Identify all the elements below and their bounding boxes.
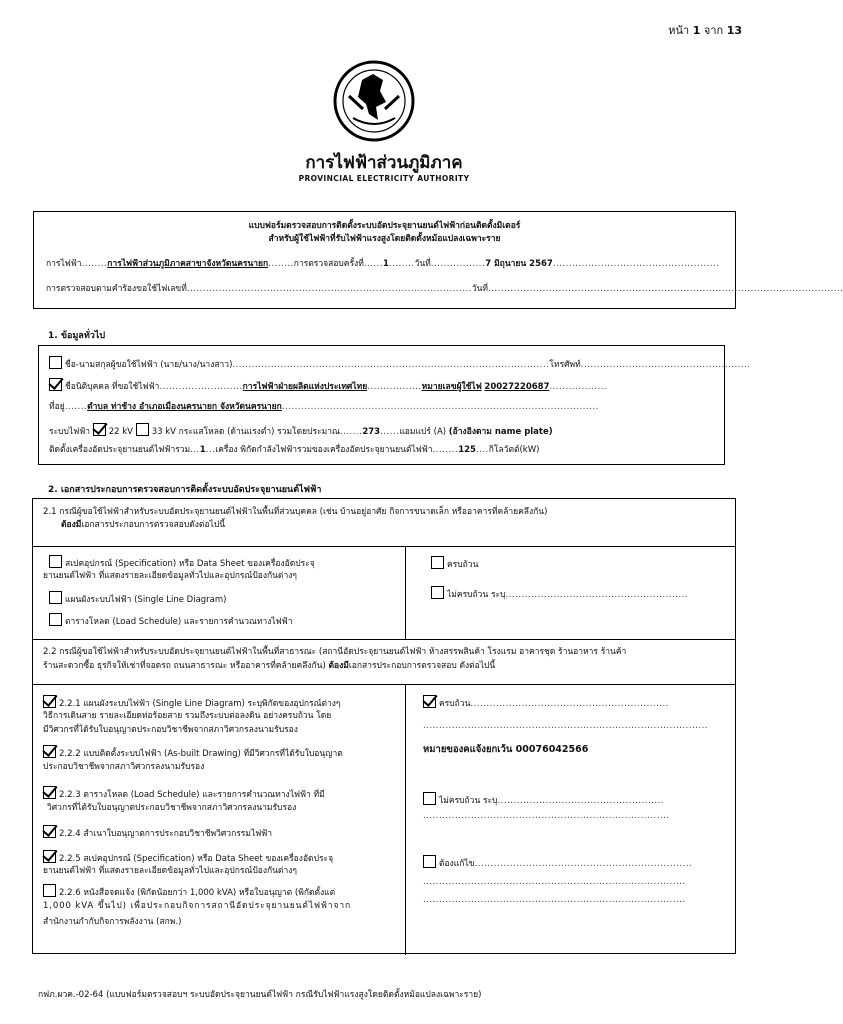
- pea-seal-logo-icon: [333, 60, 415, 142]
- i223: 2.2.3 ตารางโหลด (Load Schedule) และรายการคำนวณทางไฟฟ้า ที่มี: [43, 786, 325, 801]
- i221-cont1: วิธีการเดินสาย รายละเอียดท่อร้อยสาย รวมถึงระบบต่อลงดิน อย่างครบถ้วน โดย: [43, 711, 332, 721]
- section2-title: 2. เอกสารประกอบการตรวจสอบการติดตั้งระบบอัดประจุยานยนต์ไฟฟ้า: [48, 485, 322, 495]
- install-row: ติดตั้งเครื่องอัดประจุยานยนต์ไฟฟ้ารวม...1...เครื่อง พิกัดกำลังไฟฟ้ารวมของเครื่องอัดประจุยานยนต์ไฟฟ้า........125....กิโลวัตต์(kW): [49, 445, 540, 455]
- s21-item1: สเปคอุปกรณ์ (Specification) หรือ Data Sheet ของเครื่องอัดประจุ: [49, 555, 315, 570]
- section1-box: [38, 345, 751, 465]
- i222: 2.2.2 แบบติดตั้งระบบไฟฟ้า (As-built Drawing) ที่มีวิศวกรที่ได้รับใบอนุญาต: [43, 745, 343, 760]
- s21-item3: ตารางโหลด (Load Schedule) และรายการคำนวณทางไฟฟ้า: [49, 613, 292, 628]
- i226: 2.2.6 หนังสือจดแจ้ง (พิกัดน้อยกว่า 1,000 kVA) หรือใบอนุญาต (พิกัดตั้งแต่: [43, 884, 335, 899]
- kv22-checkbox[interactable]: [93, 423, 106, 436]
- i226-checkbox[interactable]: [43, 884, 56, 897]
- i221-checkbox[interactable]: [43, 695, 56, 708]
- i221: 2.2.1 แผนผังระบบไฟฟ้า (Single Line Diagram) ระบุพิกัดของอุปกรณ์ต่างๆ: [43, 695, 340, 710]
- i222-cont: ประกอบวิชาชีพจากสภาวิศวกรลงนามรับรอง: [43, 762, 205, 772]
- i222-checkbox[interactable]: [43, 745, 56, 758]
- s21-item2: แผนผังระบบไฟฟ้า (Single Line Diagram): [49, 591, 226, 606]
- s21-item1-cont: ยานยนต์ไฟฟ้า ที่แสดงรายละเอียดข้อมูลทั่วไปและอุปกรณ์ป้องกันต่างๆ: [43, 571, 297, 581]
- i225-cont: ยานยนต์ไฟฟ้า ที่แสดงรายละเอียดข้อมูลทั่วไปและอุปกรณ์ป้องกันต่างๆ: [43, 866, 297, 876]
- form-footer: กฟภ.ผวค.-02-64 (แบบฟอร์มตรวจสอบฯ ระบบอัดประจุยานยนต์ไฟฟ้า กรณีรับไฟฟ้าแรงสูงโดยติดตั้งหม้อแปลงเฉพาะราย): [38, 990, 482, 1000]
- juristic-name: การไฟฟ้าฝ่ายผลิตแห่งประเทศไทย: [242, 382, 368, 392]
- section2-box: 2.1 กรณีผู้ขอใช้ไฟฟ้าสำหรับระบบอัดประจุยานยนต์ไฟฟ้าในพื้นที่ส่วนบุคคล (เช่น บ้านอยู่อาศัย กิจการขนาดเล็ก หรืออาคารที่คล้ายคลึงกัน) ต้องมีเอกสารประกอบการตรวจสอบดังต่อไปนี้ สเปคอุปกรณ์ (Specification) หรือ Data Sheet ของเครื่องอัดประจุ ยานยนต์ไฟฟ้า ที่แสดงรายละเอียดข้อมูลทั่วไปและอุปกรณ์ป้องกันต่างๆ แผนผังระบบไฟฟ้า (Single Line Diagram) ตารางโหลด (Load Schedule) และรายการคำนวณทางไฟฟ้า ครบถ้วน ไม่ครบถ้วน ระบุ......................................................... 2.2 กรณีผู้ขอใช้ไฟฟ้าสำหรับระบบอัดประจุยานยนต์ไฟฟ้าในพื้นที่สาธารณะ (สถานีอัดประจุยานยนต์ไฟฟ้า ห้างสรรพสินค้า โรงแรม อาคารชุด ร้านอาหาร ร้านค้า ร้านสะดวกซื้อ ธุรกิจให้เช่าที่จอดรถ ถนนสาธารณะ หรืออาคารที่คล้ายคลึงกัน) ต้องมีเอกสารประกอบการตรวจสอบ ดังต่อไปนี้ 2.2.1 แผนผังระบบไฟฟ้า (Single Line Diagram) ระบุพิกัดของอุปกรณ์ต่างๆ วิธีการเดินสาย รายละเอียดท่อร้อยสาย รวมถึงระบบต่อลงดิน อย่างครบถ้วน โดย มีวิศวกรที่ได้รับใบอนุญาตประกอบวิชาชีพจากสภาวิศวกรลงนามรับรอง 2.2.2 แบบติดตั้งระบบไฟฟ้า (As-built Drawing) ที่มีวิศวกรที่ได้รับใบอนุญาต ประกอบวิชาชีพจากสภาวิศวกรลงนามรับรอง 2.2.3 ตารางโหลด (Load Schedule) และรายการคำนวณทางไฟฟ้า ที่มี วิศวกรที่ได้รับใบอนุญาตประกอบวิชาชีพจากสภาวิศวกรลงนามรับรอง 2.2.4 สำเนาใบอนุญาตการประกอบวิชาชีพวิศวกรรมไฟฟ้า 2.2.5 สเปคอุปกรณ์ (Specification) หรือ Data Sheet ของเครื่องอัดประจุ ยานยนต์ไฟฟ้า ที่แสดงรายละเอียดข้อมูลทั่วไปและอุปกรณ์ป้องกันต่างๆ 2.2.6 หนังสือจดแจ้ง (พิกัดน้อยกว่า 1,000 kVA) หรือใบอนุญาต (พิกัดตั้งแต่ 1,000 kVA ขึ้นไป) เพื่อประกอบกิจการสถานีอัดประจุยานยนต์ไฟฟ้าจาก สำนักงานกำกับกิจการพลังงาน (สกพ.) ครบถ้วน.............................................................. ......................................................................................... หมายของคแจ้งยกเว้น 00076042566 ไม่ครบถ้วน ระบุ.................................................... ............................................................................. ต้องแก้ไข.................................................................... .................................................................................. ..................................................................................: [32, 498, 736, 954]
- s22-incomplete-checkbox[interactable]: [423, 792, 436, 805]
- s21-load-checkbox[interactable]: [49, 613, 62, 626]
- page-number: หน้า 1 จาก 13: [668, 24, 742, 37]
- address-value: ตำบล ท่าช้าง อำเภอเมืองนครนายก จังหวัดนครนายก: [87, 402, 282, 412]
- s22-reference-number: หมายของคแจ้งยกเว้น 00076042566: [423, 744, 589, 755]
- s21-spec-checkbox[interactable]: [49, 555, 62, 568]
- pea-branch-row: การไฟฟ้า........การไฟฟ้าส่วนภูมิภาคสาขาจังหวัดนครนายก........การตรวจสอบครั้งที่......1........วันที่.................7 มิถุนายน 2567....................................................: [46, 259, 720, 269]
- s22-fix-checkbox[interactable]: [423, 855, 436, 868]
- s21-incomplete-checkbox[interactable]: [431, 586, 444, 599]
- org-name-th: การไฟฟ้าส่วนภูมิภาค: [305, 153, 463, 173]
- i221-cont2: มีวิศวกรที่ได้รับใบอนุญาตประกอบวิชาชีพจากสภาวิศวกรลงนามรับรอง: [43, 725, 298, 735]
- s22-text-a: 2.2 กรณีผู้ขอใช้ไฟฟ้าสำหรับระบบอัดประจุยานยนต์ไฟฟ้าในพื้นที่สาธารณะ (สถานีอัดประจุยานยนต์ไฟฟ้า ห้างสรรพสินค้า โรงแรม อาคารชุด ร้านอาหาร ร้านค้า: [43, 647, 627, 657]
- inspect-number: 1: [383, 259, 389, 269]
- kv33-checkbox[interactable]: [136, 423, 149, 436]
- form-title-2: สำหรับผู้ใช้ไฟฟ้าที่รับไฟฟ้าแรงสูงโดยติดตั้งหม้อแปลงเฉพาะราย: [268, 234, 501, 244]
- s22-incomplete: ไม่ครบถ้วน ระบุ....................................................: [423, 792, 664, 807]
- inspect-date: 7 มิถุนายน 2567: [485, 259, 553, 269]
- juristic-checkbox[interactable]: [49, 378, 62, 391]
- s22-complete: ครบถ้วน..............................................................: [423, 695, 669, 710]
- charger-power: 125: [458, 445, 476, 455]
- s21-complete-checkbox[interactable]: [431, 556, 444, 569]
- address-row: ที่อยู่.......ตำบล ท่าช้าง อำเภอเมืองนครนายก จังหวัดนครนายก...................................................................................................: [49, 402, 599, 412]
- s21-complete: ครบถ้วน: [431, 556, 478, 571]
- s21-must: ต้องมีเอกสารประกอบการตรวจสอบดังต่อไปนี้: [61, 520, 226, 530]
- i225: 2.2.5 สเปคอุปกรณ์ (Specification) หรือ Data Sheet ของเครื่องอัดประจุ: [43, 850, 333, 865]
- s22-complete-checkbox[interactable]: [423, 695, 436, 708]
- i225-checkbox[interactable]: [43, 850, 56, 863]
- i226-cont1: 1,000 kVA ขึ้นไป) เพื่อประกอบกิจการสถานีอัดประจุยานยนต์ไฟฟ้าจาก: [43, 901, 352, 911]
- section1-title: 1. ข้อมูลทั่วไป: [48, 331, 106, 341]
- i223-checkbox[interactable]: [43, 786, 56, 799]
- i223-cont: วิศวกรที่ได้รับใบอนุญาตประกอบวิชาชีพจากสภาวิศวกรลงนามรับรอง: [47, 803, 297, 813]
- system-row: ระบบไฟฟ้า 22 kV 33 kV กระแสโหลด (ด้านแรงต่ำ) รวมโดยประมาณ.......273......แอมแปร์ (A) (อ้างอิงตาม name plate): [49, 423, 553, 438]
- s22-text-b: ร้านสะดวกซื้อ ธุรกิจให้เช่าที่จอดรถ ถนนสาธารณะ หรืออาคารที่คล้ายคลึงกัน) ต้องมีเอกสารประกอบการตรวจสอบ ดังต่อไปนี้: [43, 661, 496, 671]
- i224: 2.2.4 สำเนาใบอนุญาตการประกอบวิชาชีพวิศวกรรมไฟฟ้า: [43, 825, 272, 840]
- pea-branch-value: การไฟฟ้าส่วนภูมิภาคสาขาจังหวัดนครนายก: [107, 259, 269, 269]
- person-checkbox[interactable]: [49, 356, 62, 369]
- s21-incomplete: ไม่ครบถ้วน ระบุ.........................................................: [431, 586, 688, 601]
- juristic-row: ชื่อนิติบุคคล ที่ขอใช้ไฟฟ้า..........................การไฟฟ้าฝ่ายผลิตแห่งประเทศไทย.................หมายเลขผู้ใช้ไฟ 20027220687..................: [49, 378, 607, 393]
- i226-cont2: สำนักงานกำกับกิจการพลังงาน (สกพ.): [43, 917, 182, 927]
- s21-text: 2.1 กรณีผู้ขอใช้ไฟฟ้าสำหรับระบบอัดประจุยานยนต์ไฟฟ้าในพื้นที่ส่วนบุคคล (เช่น บ้านอยู่อาศัย กิจการขนาดเล็ก หรืออาคารที่คล้ายคลึงกัน): [43, 507, 548, 517]
- org-name-en: PROVINCIAL ELECTRICITY AUTHORITY: [298, 174, 470, 183]
- person-row: ชื่อ-นามสกุลผู้ขอใช้ไฟฟ้า (นาย/นาง/นางสาว)...................................................................................................โทรศัพท์.....................................................: [49, 356, 750, 371]
- user-number: 20027220687: [484, 382, 550, 392]
- s21-sld-checkbox[interactable]: [49, 591, 62, 604]
- form-header-box: [33, 211, 843, 309]
- i224-checkbox[interactable]: [43, 825, 56, 838]
- load-current: 273: [362, 427, 381, 437]
- charger-count: 1: [199, 445, 206, 455]
- request-row: การตรวจสอบตามคำร้องขอใช้ไฟเลขที่.........................................................................................วันที่...............................................................................................................: [46, 284, 843, 294]
- s22-fix: ต้องแก้ไข....................................................................: [423, 855, 692, 870]
- form-title-1: แบบฟอร์มตรวจสอบการติดตั้งระบบอัตประจุยานยนต์ไฟฟ้าก่อนติดตั้งมิเตอร์: [248, 221, 521, 231]
